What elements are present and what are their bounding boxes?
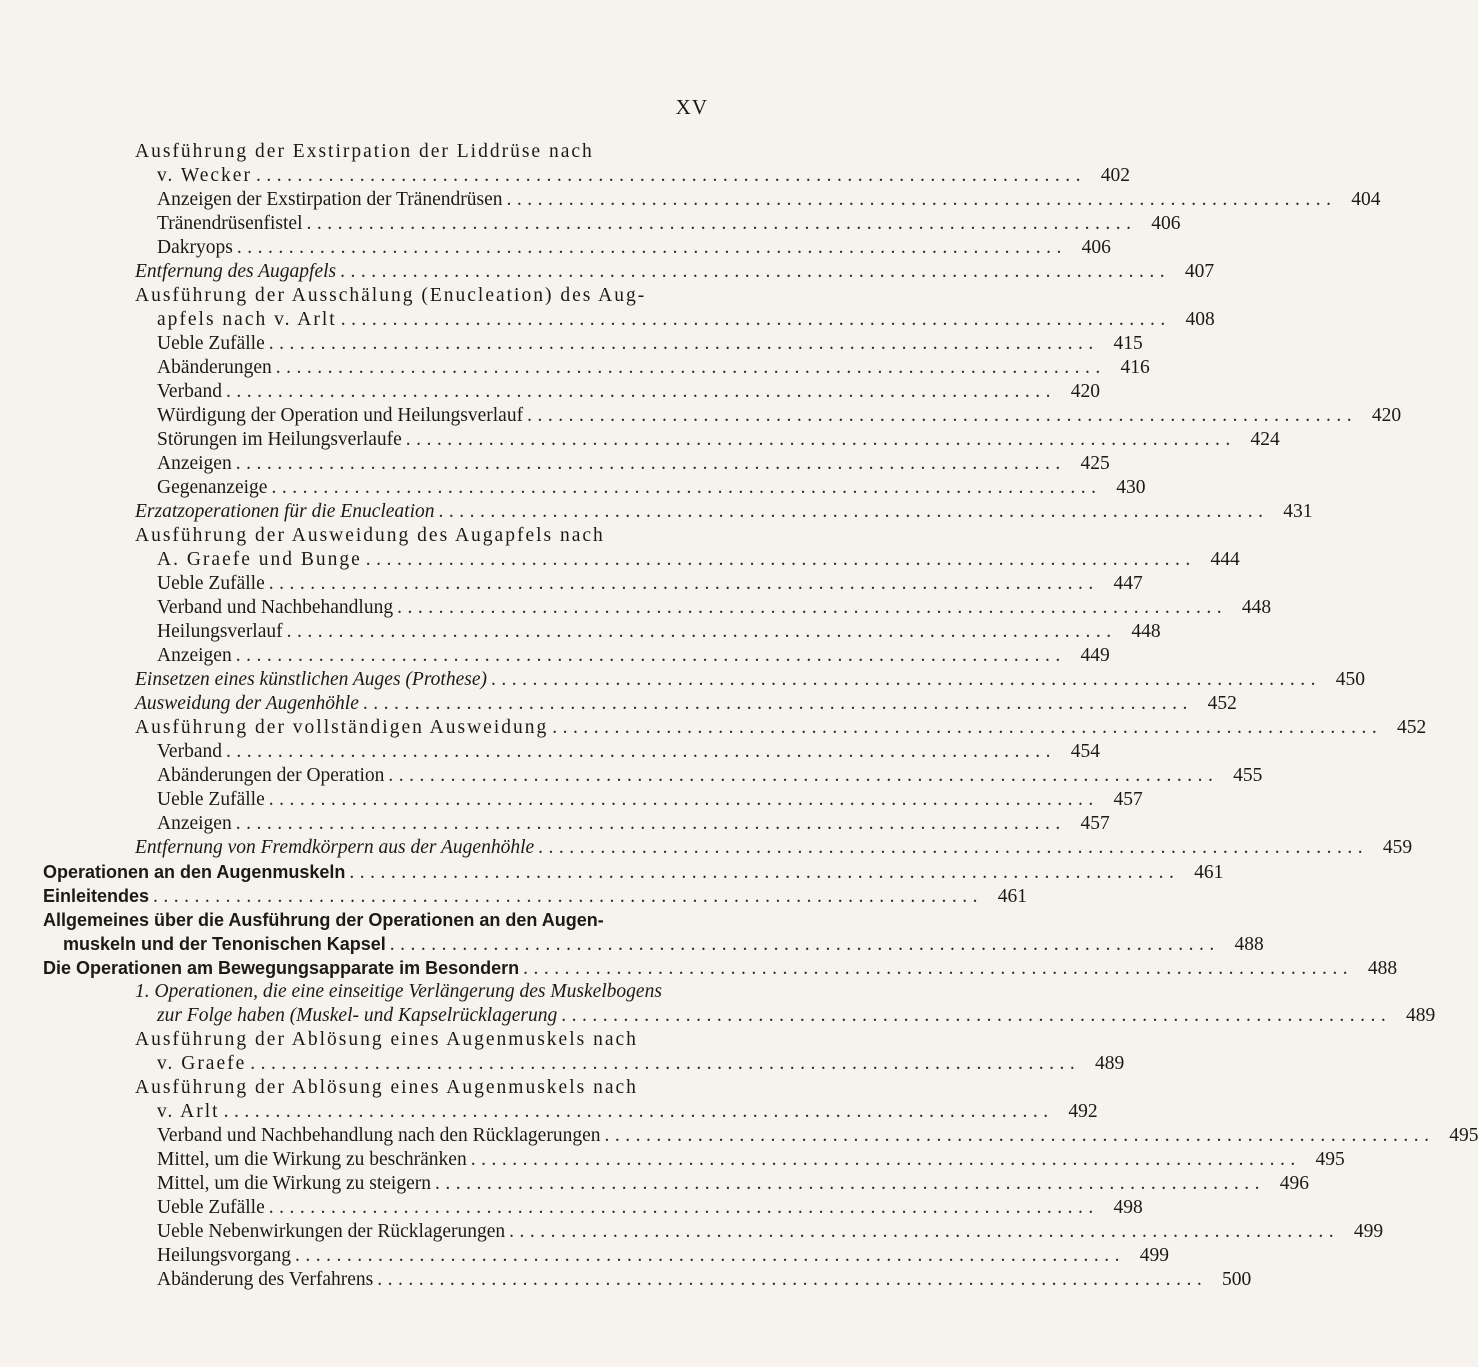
toc-entry bbox=[0, 236, 1111, 260]
dot-leader: ................................................................................ bbox=[527, 405, 1358, 426]
toc-page-number: 447 bbox=[1113, 573, 1143, 594]
dot-leader: ................................................................................ bbox=[388, 765, 1219, 786]
toc-entry bbox=[0, 524, 1240, 572]
toc-entry bbox=[0, 956, 1398, 980]
toc-entry-title: Heilungsverlauf bbox=[157, 621, 283, 642]
toc-entry-title: Ueble Nebenwirkungen der Rücklagerungen bbox=[157, 1221, 506, 1242]
toc-entry bbox=[0, 1076, 1098, 1124]
table-of-contents bbox=[0, 140, 1478, 1292]
dot-leader: ................................................................................ bbox=[365, 549, 1196, 570]
toc-entry bbox=[0, 380, 1100, 404]
toc-entry-title: A. Graefe und Bunge bbox=[157, 549, 362, 570]
dot-leader: ................................................................................ bbox=[509, 1221, 1340, 1242]
toc-entry-title: Würdigung der Operation und Heilungsverlauf bbox=[157, 405, 524, 426]
toc-page-number: 461 bbox=[1194, 862, 1224, 883]
toc-entry bbox=[0, 1028, 1125, 1076]
toc-page-number: 488 bbox=[1367, 958, 1398, 979]
dot-leader: ................................................................................ bbox=[235, 645, 1066, 666]
dot-leader: ................................................................................ bbox=[153, 886, 984, 907]
toc-entry-title: Operationen an den Augenmuskeln bbox=[43, 862, 346, 882]
toc-entry bbox=[0, 980, 1436, 1028]
toc-entry bbox=[0, 620, 1161, 644]
toc-entry-title: v. Arlt bbox=[157, 1101, 220, 1122]
toc-entry-title: Ausführung der Ausweidung des Augapfels nach bbox=[135, 525, 605, 546]
dot-leader: ................................................................................ bbox=[223, 1101, 1054, 1122]
toc-entry-title: apfels nach v. Arlt bbox=[157, 309, 337, 330]
toc-page-number: 489 bbox=[1405, 1005, 1436, 1026]
toc-entry bbox=[0, 716, 1427, 740]
toc-entry bbox=[0, 260, 1215, 284]
toc-entry bbox=[0, 740, 1100, 764]
toc-entry bbox=[0, 428, 1280, 452]
toc-page-number: 496 bbox=[1279, 1173, 1309, 1194]
dot-leader: ................................................................................ bbox=[236, 237, 1067, 258]
toc-entry bbox=[0, 140, 1130, 188]
toc-page-number: 406 bbox=[1081, 237, 1111, 258]
toc-entry-title: Ausführung der Exstirpation der Liddrüse nach bbox=[135, 141, 594, 162]
toc-entry-title: Verband bbox=[157, 381, 222, 402]
dot-leader: ................................................................................ bbox=[340, 261, 1171, 282]
toc-entry-title: v. Graefe bbox=[157, 1053, 247, 1074]
dot-leader: ................................................................................ bbox=[225, 741, 1056, 762]
toc-entry bbox=[0, 1220, 1384, 1244]
dot-leader: ................................................................................ bbox=[349, 862, 1180, 883]
toc-entry bbox=[0, 476, 1146, 500]
toc-entry-title: Einleitendes bbox=[43, 886, 150, 906]
toc-page-number: 455 bbox=[1233, 765, 1263, 786]
toc-page-number: 499 bbox=[1139, 1245, 1169, 1266]
toc-page-number: 457 bbox=[1080, 813, 1110, 834]
dot-leader: ................................................................................ bbox=[538, 837, 1369, 858]
toc-page-number: 407 bbox=[1184, 261, 1215, 282]
toc-page-number: 444 bbox=[1210, 549, 1240, 570]
toc-entry-title: Ausführung der Ausschälung (Enucleation) des Aug- bbox=[135, 285, 647, 306]
toc-entry-title: Tränendrüsenfistel bbox=[157, 213, 303, 234]
toc-entry-title: Abänderungen bbox=[157, 357, 272, 378]
toc-page-number: 500 bbox=[1221, 1269, 1252, 1290]
toc-entry-title: Abänderungen der Operation bbox=[157, 765, 385, 786]
toc-page-number: 449 bbox=[1080, 645, 1110, 666]
toc-entry-title: zur Folge haben (Muskel- und Kapselrücklagerung bbox=[157, 1005, 558, 1026]
dot-leader: ................................................................................ bbox=[235, 813, 1066, 834]
toc-page-number: 459 bbox=[1382, 837, 1413, 858]
dot-leader: ................................................................................ bbox=[552, 717, 1383, 738]
dot-leader: ................................................................................ bbox=[523, 958, 1354, 979]
toc-page-number: 488 bbox=[1234, 934, 1264, 955]
toc-page-number: 452 bbox=[1207, 693, 1237, 714]
toc-entry-title: Ueble Zufälle bbox=[157, 1197, 265, 1218]
toc-page-number: 415 bbox=[1113, 333, 1143, 354]
page-number: XV bbox=[675, 95, 708, 119]
toc-entry-title: Ueble Zufälle bbox=[157, 789, 265, 810]
toc-page-number: 430 bbox=[1116, 477, 1146, 498]
toc-entry-title: Verband und Nachbehandlung bbox=[157, 597, 394, 618]
toc-entry bbox=[0, 332, 1143, 356]
toc-page-number: 416 bbox=[1120, 357, 1150, 378]
toc-entry bbox=[0, 212, 1181, 236]
toc-entry-title: v. Wecker bbox=[157, 165, 252, 186]
toc-entry-title: Ausführung der Ablösung eines Augenmuskels nach bbox=[135, 1077, 638, 1098]
toc-entry bbox=[0, 836, 1413, 860]
dot-leader: ................................................................................ bbox=[268, 573, 1099, 594]
toc-entry bbox=[0, 860, 1224, 884]
toc-entry bbox=[0, 1268, 1252, 1292]
toc-entry bbox=[0, 764, 1263, 788]
toc-page-number: 402 bbox=[1100, 165, 1130, 186]
toc-entry bbox=[0, 188, 1381, 212]
toc-entry-title: Ausführung der Ablösung eines Augenmuskels nach bbox=[135, 1029, 638, 1050]
toc-entry-title: Allgemeines über die Ausführung der Operationen an den Augen- bbox=[43, 910, 604, 930]
toc-entry-title: Entfernung von Fremdkörpern aus der Augenhöhle bbox=[135, 837, 535, 858]
toc-entry-title: Anzeigen bbox=[157, 645, 232, 666]
toc-page-number: 424 bbox=[1250, 429, 1280, 450]
toc-entry-title: Anzeigen bbox=[157, 453, 232, 474]
toc-entry-title: Dakryops bbox=[157, 237, 233, 258]
dot-leader: ................................................................................ bbox=[225, 381, 1056, 402]
toc-page-number: 452 bbox=[1397, 717, 1427, 738]
dot-leader: ................................................................................ bbox=[470, 1149, 1301, 1170]
toc-page-number: 495 bbox=[1449, 1125, 1478, 1146]
dot-leader: ................................................................................ bbox=[561, 1005, 1392, 1026]
dot-leader: ................................................................................ bbox=[294, 1245, 1125, 1266]
dot-leader: ................................................................................ bbox=[340, 309, 1171, 330]
toc-entry-title: Gegenanzeige bbox=[157, 477, 268, 498]
toc-entry-title: Verband bbox=[157, 741, 222, 762]
toc-entry-title: Einsetzen eines künstlichen Auges (Prothese) bbox=[135, 669, 487, 690]
toc-entry bbox=[0, 884, 1028, 908]
toc-entry bbox=[0, 1196, 1143, 1220]
toc-page-number: 425 bbox=[1080, 453, 1110, 474]
toc-page-number: 448 bbox=[1241, 597, 1272, 618]
toc-entry-title: Störungen im Heilungsverlaufe bbox=[157, 429, 402, 450]
dot-leader: ................................................................................ bbox=[362, 693, 1193, 714]
dot-leader: ................................................................................ bbox=[438, 501, 1269, 522]
dot-leader: ................................................................................ bbox=[268, 1197, 1099, 1218]
toc-entry-title: Anzeigen der Exstirpation der Tränendrüsen bbox=[157, 189, 503, 210]
dot-leader: ................................................................................ bbox=[405, 429, 1236, 450]
dot-leader: ................................................................................ bbox=[255, 165, 1086, 186]
toc-page-number: 448 bbox=[1131, 621, 1161, 642]
toc-page-number: 406 bbox=[1151, 213, 1181, 234]
toc-entry-title: 1. Operationen, die eine einseitige Verlängerung des Muskelbogens bbox=[135, 981, 662, 1002]
toc-page-number: 450 bbox=[1335, 669, 1365, 690]
toc-page-number: 461 bbox=[997, 886, 1028, 907]
toc-entry bbox=[0, 692, 1237, 716]
toc-entry-title: Erzatzoperationen für die Enucleation bbox=[135, 501, 435, 522]
dot-leader: ................................................................................ bbox=[389, 934, 1220, 955]
toc-entry-title: Mittel, um die Wirkung zu beschränken bbox=[157, 1149, 467, 1170]
toc-entry bbox=[0, 596, 1272, 620]
toc-entry bbox=[0, 572, 1143, 596]
dot-leader: ................................................................................ bbox=[286, 621, 1117, 642]
dot-leader: ................................................................................ bbox=[377, 1269, 1208, 1290]
toc-page-number: 457 bbox=[1113, 789, 1143, 810]
toc-page-number: 431 bbox=[1283, 501, 1313, 522]
toc-page-number: 489 bbox=[1095, 1053, 1125, 1074]
toc-entry-title: Mittel, um die Wirkung zu steigern bbox=[157, 1173, 431, 1194]
toc-entry-title: Anzeigen bbox=[157, 813, 232, 834]
toc-entry-title: Verband und Nachbehandlung nach den Rücklagerungen bbox=[157, 1125, 601, 1146]
toc-entry bbox=[0, 788, 1143, 812]
toc-entry bbox=[0, 1172, 1309, 1196]
toc-page-number: 454 bbox=[1070, 741, 1100, 762]
toc-entry-title: Ausführung der vollständigen Ausweidung bbox=[135, 717, 549, 738]
toc-entry bbox=[0, 812, 1110, 836]
toc-entry bbox=[0, 500, 1313, 524]
toc-page-number: 404 bbox=[1351, 189, 1381, 210]
toc-entry-title: Entfernung des Augapfels bbox=[135, 261, 337, 282]
toc-entry bbox=[0, 1124, 1478, 1148]
dot-leader: ................................................................................ bbox=[604, 1125, 1435, 1146]
toc-entry-title: Abänderung des Verfahrens bbox=[157, 1269, 374, 1290]
toc-entry-title: Ausweidung der Augenhöhle bbox=[135, 693, 359, 714]
toc-page-number: 420 bbox=[1070, 381, 1100, 402]
toc-entry bbox=[0, 1244, 1169, 1268]
dot-leader: ................................................................................ bbox=[306, 213, 1137, 234]
toc-entry bbox=[0, 908, 1264, 956]
dot-leader: ................................................................................ bbox=[275, 357, 1106, 378]
toc-entry bbox=[0, 644, 1110, 668]
toc-entry bbox=[0, 668, 1365, 692]
dot-leader: ................................................................................ bbox=[491, 669, 1321, 690]
toc-entry bbox=[0, 404, 1402, 428]
toc-entry bbox=[0, 284, 1215, 332]
dot-leader: ................................................................................ bbox=[235, 453, 1066, 474]
toc-page-number: 408 bbox=[1185, 309, 1215, 330]
dot-leader: ................................................................................ bbox=[268, 789, 1099, 810]
dot-leader: ................................................................................ bbox=[271, 477, 1102, 498]
toc-entry-title: Ueble Zufälle bbox=[157, 333, 265, 354]
toc-entry bbox=[0, 452, 1110, 476]
toc-page-number: 420 bbox=[1371, 405, 1402, 426]
toc-page-number: 492 bbox=[1068, 1101, 1098, 1122]
toc-entry bbox=[0, 356, 1150, 380]
dot-leader: ................................................................................ bbox=[250, 1053, 1081, 1074]
toc-page-number: 499 bbox=[1353, 1221, 1384, 1242]
toc-page-number: 498 bbox=[1113, 1197, 1143, 1218]
dot-leader: ................................................................................ bbox=[506, 189, 1337, 210]
dot-leader: ................................................................................ bbox=[397, 597, 1228, 618]
toc-entry-title: muskeln und der Tenonischen Kapsel bbox=[63, 934, 386, 954]
dot-leader: ................................................................................ bbox=[434, 1173, 1265, 1194]
toc-entry-title: Ueble Zufälle bbox=[157, 573, 265, 594]
toc-entry-title: Heilungsvorgang bbox=[157, 1245, 291, 1266]
dot-leader: ................................................................................ bbox=[268, 333, 1099, 354]
toc-entry-title: Die Operationen am Bewegungsapparate im Besondern bbox=[43, 958, 520, 978]
toc-page-number: 495 bbox=[1315, 1149, 1345, 1170]
toc-entry bbox=[0, 1148, 1345, 1172]
